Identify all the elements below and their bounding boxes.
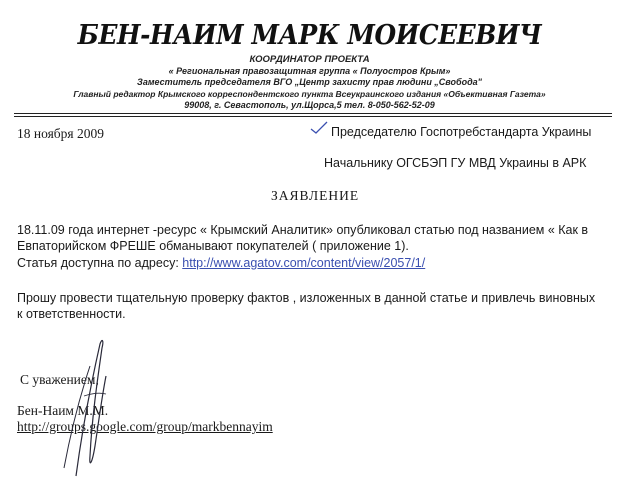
address-text: 99008, г. Севастополь, ул.Щорса,5	[184, 100, 345, 110]
letterhead-role: КООРДИНАТОР ПРОЕКТА	[249, 54, 370, 65]
signatory-link[interactable]: http://groups.google.com/group/markbennayim	[17, 419, 273, 434]
letterhead-editor: Главный редактор Крымского корреспондентского пункта Всеукраинского издания «Объективная Газета»	[73, 89, 546, 99]
document-title: ЗАЯВЛЕНИЕ	[271, 188, 360, 203]
paragraph-2-line-1: Прошу провести тщательную проверку фактов , изложенных в данной статье и привлечь виновных	[17, 291, 596, 305]
signatory-name: Бен-Наим М.М.	[17, 403, 109, 418]
tel-label: тел.	[344, 100, 366, 110]
paragraph-2-line-2: к ответственности.	[17, 307, 126, 321]
letterhead-deputy: Заместитель председателя ВГО „Центр захисту прав людини „Свобода"	[137, 77, 482, 87]
letterhead-rule-top	[14, 113, 612, 114]
recipient-1: Председателю Госпотребстандарта Украины	[331, 125, 592, 139]
letterhead-name: БЕН-НАИМ МАРК МОИСЕЕВИЧ	[77, 20, 542, 51]
tel-number: 8-050-562-52-09	[365, 100, 435, 110]
closing-regards: С уважением,	[20, 372, 99, 387]
article-address-label: Статья доступна по адресу:	[17, 256, 183, 270]
recipient-2: Начальнику ОГСБЭП ГУ МВД Украины в АРК	[324, 156, 587, 170]
letterhead-rule-bottom	[14, 116, 612, 117]
letterhead-group: « Региональная правозащитная группа « Полуостров Крым»	[168, 66, 451, 76]
article-link[interactable]: http://www.agatov.com/content/view/2057/1/	[182, 256, 426, 270]
paragraph-1-line-3	[17, 256, 425, 270]
signature-icon	[40, 336, 140, 480]
paragraph-1-line-1: 18.11.09 года интернет -ресурс « Крымский Аналитик» опубликовал статью под названием « Как в	[17, 223, 589, 237]
paragraph-1-line-2: Евпаторийском ФРЕШЕ обманывают покупателей ( приложение 1).	[17, 239, 409, 253]
letterhead-address	[0, 100, 619, 110]
letter-date: 18 ноября 2009	[17, 126, 105, 141]
checkmark-icon	[310, 121, 328, 135]
